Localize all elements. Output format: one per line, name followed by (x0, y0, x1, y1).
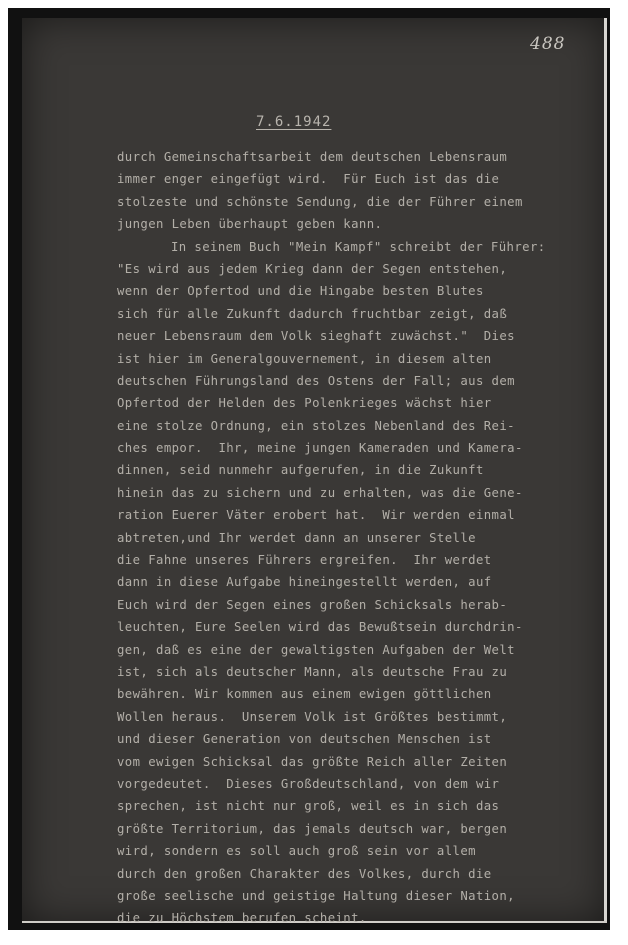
text-line: deutschen Führungsland des Ostens der Fall; aus dem (117, 373, 515, 388)
text-line: dann in diese Aufgabe hineingestellt werden, auf (117, 575, 492, 590)
text-line: die zu Höchstem berufen scheint. (117, 911, 367, 926)
text-line: gen, daß es eine der gewaltigsten Aufgaben der Welt (117, 642, 515, 657)
text-line: sich für alle Zukunft dadurch fruchtbar zeigt, daß (117, 306, 508, 321)
text-line: leuchten, Eure Seelen wird das Bewußtsein durchdrin- (117, 620, 523, 635)
text-line: Wollen heraus. Unserem Volk ist Größtes bestimmt, (117, 709, 508, 724)
text-line: große seelische und geistige Haltung dieser Nation, (117, 888, 515, 903)
text-line: "Es wird aus jedem Krieg dann der Segen entstehen, (117, 261, 508, 276)
text-line: ist hier im Generalgouvernement, in diesem alten (117, 351, 492, 366)
text-line: sprechen, ist nicht nur groß, weil es in sich das (117, 799, 500, 814)
text-line: vom ewigen Schicksal das größte Reich aller Zeiten (117, 754, 508, 769)
text-line: vorgedeutet. Dieses Großdeutschland, von dem wir (117, 776, 500, 791)
body-text (117, 146, 587, 930)
text-line: größte Territorium, das jemals deutsch war, bergen (117, 821, 508, 836)
text-line: durch den großen Charakter des Volkes, durch die (117, 866, 492, 881)
document-date: 7.6.1942 (256, 114, 332, 130)
page-edge-right (604, 18, 607, 923)
text-line: wird, sondern es soll auch groß sein vor allem (117, 844, 476, 859)
text-line: dinnen, seid nunmehr aufgerufen, in die Zukunft (117, 463, 484, 478)
text-line: ration Euerer Väter erobert hat. Wir werden einmal (117, 508, 515, 523)
text-line: abtreten,und Ihr werdet dann an unserer Stelle (117, 530, 476, 545)
text-line: Euch wird der Segen eines großen Schicksals herab- (117, 597, 508, 612)
text-line: neuer Lebensraum dem Volk sieghaft zuwächst." Dies (117, 329, 515, 344)
text-line: Opfertod der Helden des Polenkrieges wächst hier (117, 396, 492, 411)
text-line: durch Gemeinschaftsarbeit dem deutschen Lebensraum (117, 150, 508, 164)
text-line: ist, sich als deutscher Mann, als deutsche Frau zu (117, 664, 508, 679)
text-line: hinein das zu sichern und zu erhalten, was die Gene- (117, 485, 523, 500)
text-line: stolzeste und schönste Sendung, die der Führer einem (117, 194, 523, 209)
text-line: eine stolze Ordnung, ein stolzes Nebenland des Rei- (117, 418, 515, 433)
text-line: ches empor. Ihr, meine jungen Kameraden und Kamera- (117, 441, 523, 456)
text-line: jungen Leben überhaupt geben kann. (117, 217, 383, 232)
text-line: die Fahne unseres Führers ergreifen. Ihr werdet (117, 553, 492, 568)
text-line: In seinem Buch "Mein Kampf" schreibt der Führer: (171, 239, 546, 254)
text-line: und dieser Generation von deutschen Menschen ist (117, 732, 492, 747)
page-number: 488 (530, 34, 566, 54)
text-line: wenn der Opfertod und die Hingabe besten Blutes (117, 284, 484, 299)
text-line: immer enger eingefügt wird. Für Euch ist das die (117, 172, 500, 187)
text-line: bewähren. Wir kommen aus einem ewigen göttlichen (117, 687, 492, 702)
